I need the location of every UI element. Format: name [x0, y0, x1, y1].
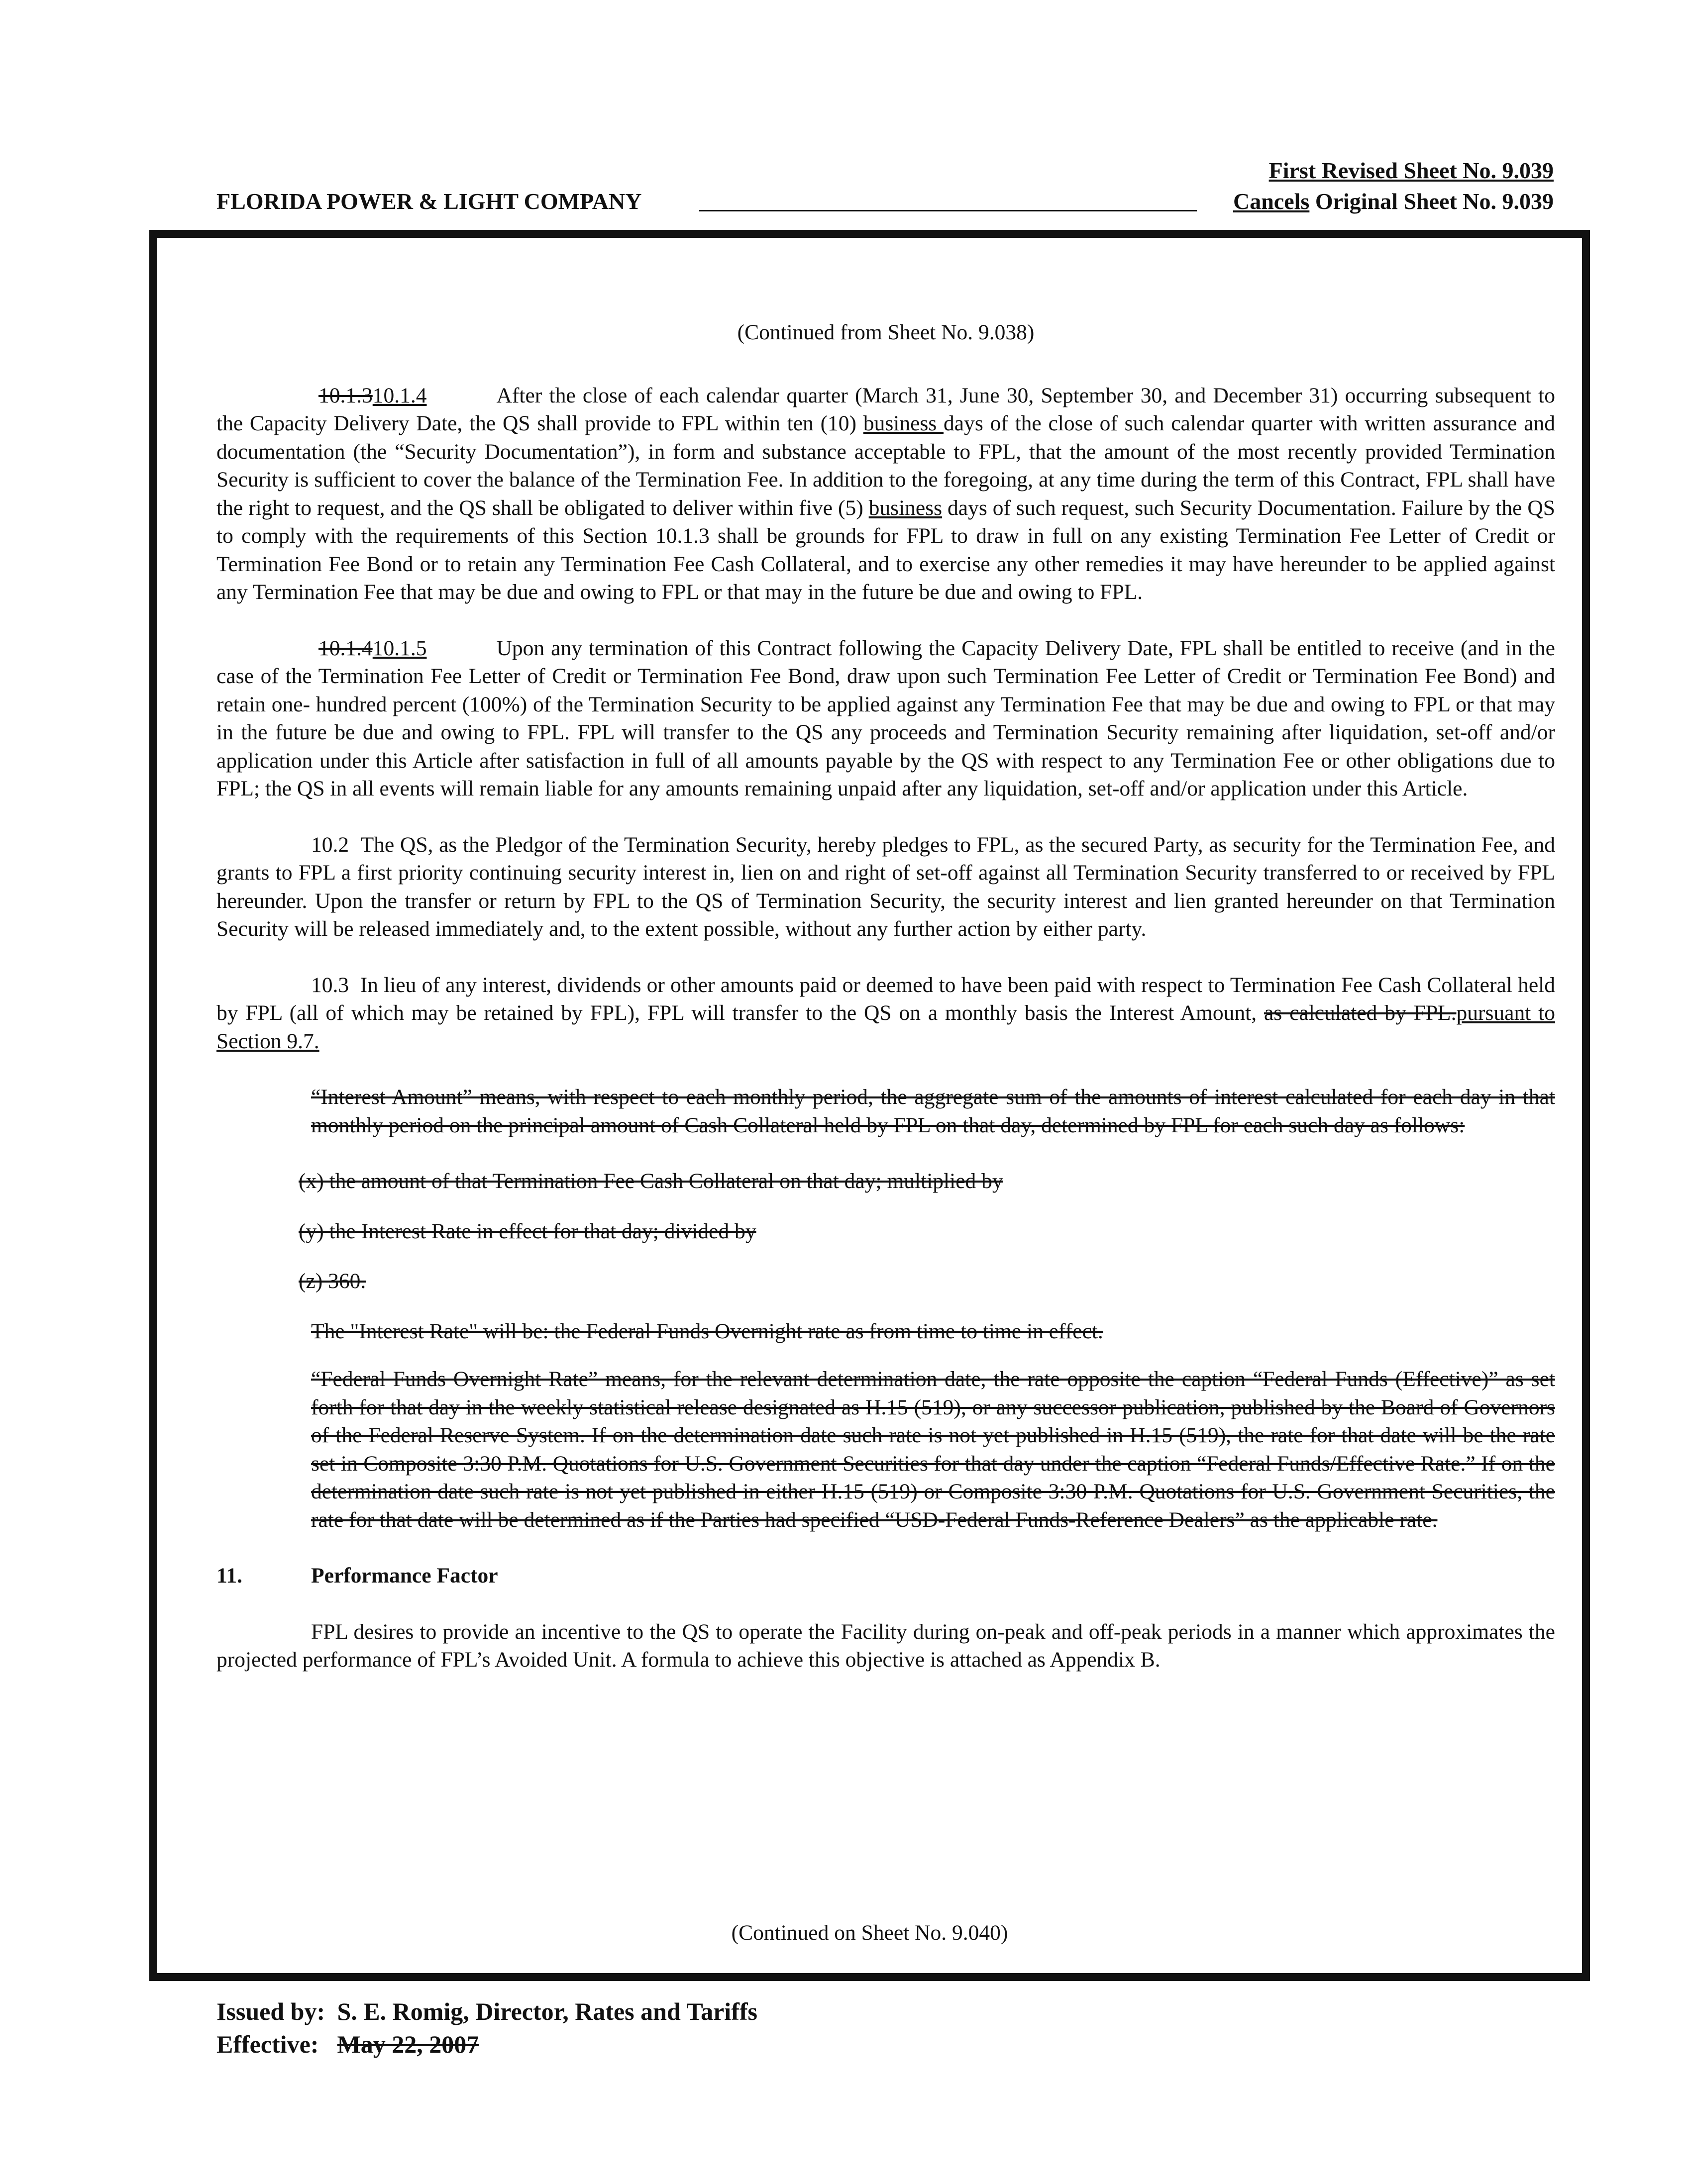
section-number: 11.	[216, 1564, 242, 1588]
section-text: In lieu of any interest, dividends or other amounts paid or deemed to have been paid with respect to Termination Fee Cash Collateral held by FPL (all of which may be retained by FPL), FPL will transfer to the QS on a monthly basis the Interest Amount,	[216, 973, 1555, 1025]
inserted-word: business	[868, 496, 943, 520]
cancels-word: Cancels	[1233, 189, 1310, 214]
struck-item-z: (z) 360.	[299, 1269, 366, 1293]
footer	[216, 1995, 757, 2061]
section-11-heading	[216, 1562, 1555, 1590]
section-text: FPL desires to provide an incentive to the QS to operate the Facility during on-peak and off-peak periods in a manner which approximates the projected performance of FPL’s Avoided Unit. A formula to achieve this objective is attached as Appendix B.	[216, 1619, 1555, 1672]
section-text: After the close of each calendar quarter (March 31, June 30, September 30, and December 31) occurring subsequent to the Capacity Delivery Date, the QS shall provide to FPL within ten (10)	[216, 383, 1555, 435]
section-text: days of the close of such calendar quarter with written assurance and documentation (the “Security Documentation”), in form and substance acceptable to FPL, that the amount of the most recently provided Termination Security is sufficient to cover the balance of the Termination Fee. In addition to the foregoing, at any time during the term of this Contract, FPL shall have the right to request, and the QS shall be obligated to deliver within five (5)	[216, 411, 1555, 520]
continued-on: (Continued on Sheet No. 9.040)	[731, 1921, 1008, 1945]
section-text: days of such request, such Security Documentation. Failure by the QS to comply with the requirements of this Section 10.1.3 shall be grounds for FPL to draw in full on any existing Termination Fee Letter of Credit or Termination Fee Bond or to retain any Termination Fee Cash Collateral, and to exercise any other remedies it may have hereunder to be applied against any Termination Fee that may be due and owing to FPL or that may in the future be due and owing to FPL.	[216, 496, 1555, 604]
struck-interest-amount: “Interest Amount” means, with respect to each monthly period, the aggregate sum of the amounts of interest calculated for each day in that monthly period on the principal amount of Cash Collateral held by FPL on that day, determined by FPL for each such day as follows:	[311, 1085, 1555, 1137]
cancels-sheet: Original Sheet No. 9.039	[1309, 189, 1554, 214]
section-10-2	[216, 831, 1555, 943]
effective	[216, 2028, 757, 2061]
section-10-1-5	[216, 634, 1555, 803]
section-text: Upon any termination of this Contract following the Capacity Delivery Date, FPL shall be entitled to receive (and in the case of the Termination Fee Letter of Credit or Termination Fee Bond, draw upon such Termination Fee Letter of Credit or Termination Fee Bond) and retain one- hundred percent (100%) of the Termination Security to be applied against any Termination Fee that may be due and owing to FPL or that may in the future be due and owing to FPL. FPL will transfer to the QS any proceeds and Termination Security remaining after liquidation, set-off and/or application under this Article after satisfaction in full of all amounts payable by the QS with respect to any Termination Fee or other obligations due to FPL; the QS in all events will remain liable for any amounts remaining unpaid after any liquidation, set-off and/or application under this Article.	[216, 636, 1555, 800]
sheet-cancels	[1233, 186, 1554, 217]
issued-value: S. E. Romig, Director, Rates and Tariffs	[337, 1997, 757, 2025]
struck-item-x: (x) the amount of that Termination Fee Cash Collateral on that day; multiplied by	[299, 1169, 1003, 1193]
issued-by	[216, 1995, 757, 2028]
section-title: Performance Factor	[311, 1564, 498, 1588]
section-number: 10.3	[311, 973, 349, 997]
new-section-number: 10.1.5	[372, 636, 427, 660]
struck-interest-rate: The "Interest Rate" will be: the Federal Funds Overnight rate as from time to time in effect.	[311, 1319, 1103, 1343]
new-section-number: 10.1.4	[372, 383, 427, 407]
effective-value: May 22, 2007	[337, 2030, 479, 2058]
issued-label: Issued by:	[216, 1997, 325, 2025]
section-10-1-4	[216, 382, 1555, 606]
inserted-text: pursuant to Section 9.7.	[216, 1001, 1555, 1053]
struck-item-y: (y) the Interest Rate in effect for that day; divided by	[299, 1219, 756, 1243]
struck-federal-funds-rate: “Federal Funds Overnight Rate” means, for the relevant determination date, the rate opposite the caption “Federal Funds (Effective)” as set forth for that day in the weekly statistical release designated as H.15 (519), or any successor publication, published by the Board of Governors of the Federal Reserve System. If on the determination date such rate is not yet published in H.15 (519), the rate for that date will be the rate set in Composite 3:30 P.M. Quotations for U.S. Government Securities for that day under the caption “Federal Funds/Effective Rate.” If on the determination date such rate is not yet published in either H.15 (519) or Composite 3:30 P.M. Quotations for U.S. Government Securities, the rate for that date will be determined as if the Parties had specified “USD-Federal Funds-Reference Dealers” as the applicable rate.	[311, 1367, 1555, 1532]
section-number: 10.2	[311, 832, 349, 857]
effective-label: Effective:	[216, 2030, 319, 2058]
sheet-header	[1233, 155, 1554, 217]
inserted-word: business	[863, 411, 944, 435]
section-10-3	[216, 971, 1555, 1056]
old-section-number: 10.1.4	[318, 636, 373, 660]
company-name: FLORIDA POWER & LIGHT COMPANY	[216, 189, 642, 214]
deleted-text: as calculated by FPL.	[1264, 1001, 1457, 1025]
company-underline	[699, 210, 1197, 211]
document-body	[216, 318, 1555, 1702]
section-text: The QS, as the Pledgor of the Termination Security, hereby pledges to FPL, as the secured Party, as security for the Termination Fee, and grants to FPL a first priority continuing security interest in, lien on and right of set-off against all Termination Security transferred to or received by FPL hereunder. Upon the transfer or return by FPL to the QS of Termination Security, the security interest and lien granted hereunder on that Termination Security will be released immediately and, to the extent possible, without any further action by either party.	[216, 832, 1556, 941]
old-section-number: 10.1.3	[318, 383, 373, 407]
section-11-text	[216, 1618, 1555, 1674]
continued-from: (Continued from Sheet No. 9.038)	[737, 320, 1035, 344]
sheet-revised: First Revised Sheet No. 9.039	[1268, 158, 1554, 183]
